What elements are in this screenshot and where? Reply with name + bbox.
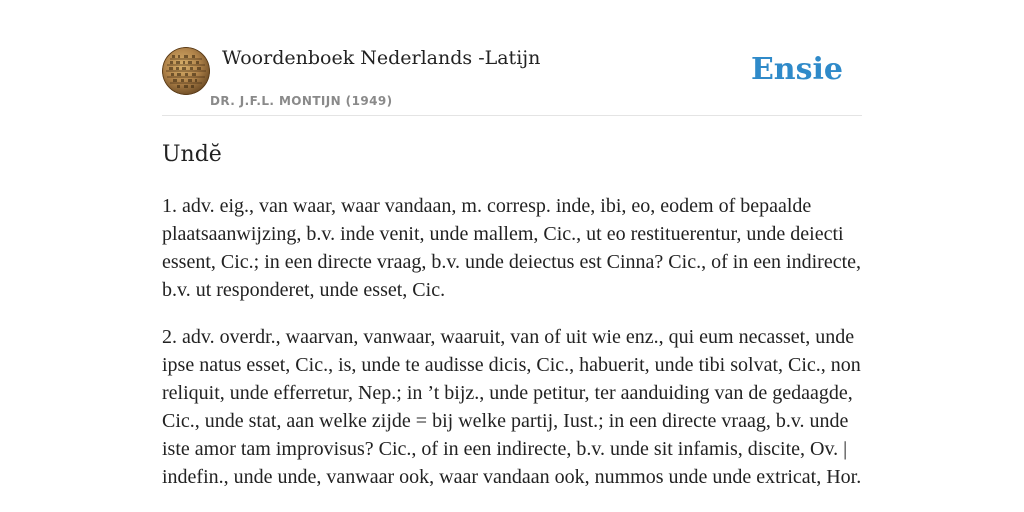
dictionary-author: DR. J.F.L. MONTIJN (1949) xyxy=(210,94,393,108)
dictionary-header xyxy=(162,0,862,116)
ensie-logo[interactable]: Ensie xyxy=(750,52,843,87)
entry-content xyxy=(162,192,862,510)
entry-title: Undĕ xyxy=(162,142,222,167)
entry-paragraph-1: 1. adv. eig., van waar, waar vandaan, m. corresp. inde, ibi, eo, eodem of bepaalde plaatsaanwijzing, b.v. inde venit, unde mallem, Cic., ut eo restituerentur, unde deiecti essent, Cic.; in een directe vraag, b.v. unde deiectus est Cinna? Cic., of in een indirecte, b.v. ut responderet, unde esset, Cic. xyxy=(162,195,862,301)
dictionary-title[interactable]: Woordenboek Nederlands -Latijn xyxy=(222,47,541,69)
latin-inscription-seal-icon[interactable] xyxy=(162,47,210,95)
entry-paragraph-2: 2. adv. overdr., waarvan, vanwaar, waaruit, van of uit wie enz., qui eum necasset, unde ipse natus esset, Cic., is, unde te audisse dicis, Cic., habuerit, unde tibi solvat, Cic., non reliquit, unde efferretur, Nep.; in ’t bijz., unde petitur, ter aanduiding van de gedaagde, Cic., unde stat, aan welke zijde = bij welke partij, Iust.; in een directe vraag, b.v. unde iste amor tam improvisus? Cic., of in een indirecte, b.v. unde sit infamis, discite, Ov. | indefin., unde unde, vanwaar ook, waar vandaan ook, nummos unde unde extricat, Hor. xyxy=(162,326,862,488)
